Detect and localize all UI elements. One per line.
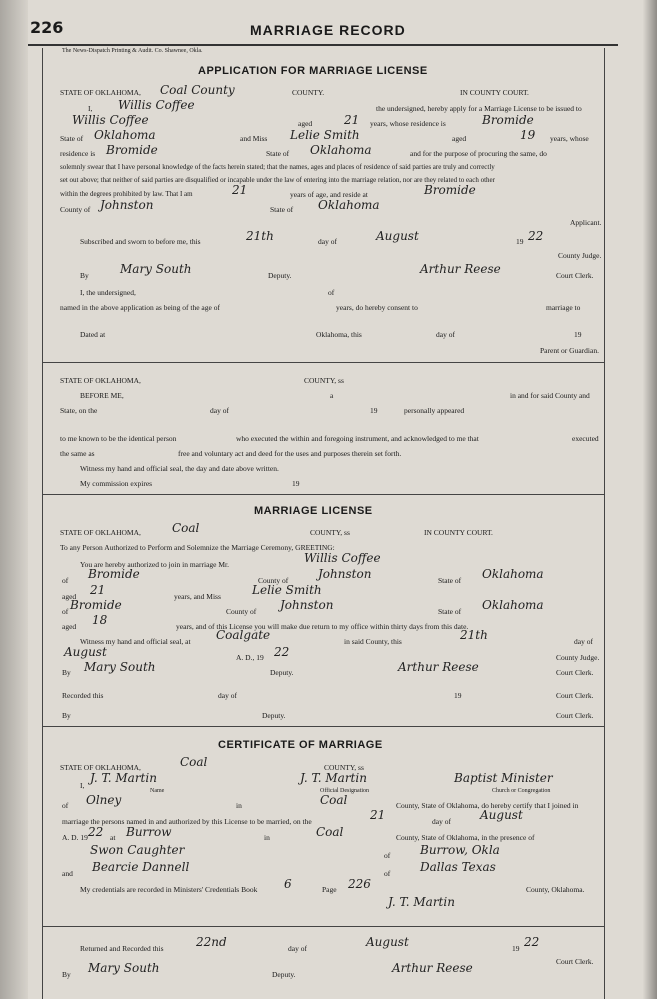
app-county-label: COUNTY. bbox=[292, 88, 325, 97]
cert-of-w2: of bbox=[384, 869, 391, 878]
lic-deputy2: Deputy. bbox=[262, 711, 286, 720]
app-applicant-name: Willis Coffee bbox=[118, 98, 195, 112]
app-deputy-label: Deputy. bbox=[268, 271, 292, 280]
lic-bride-name: Lelie Smith bbox=[252, 583, 322, 597]
app-applicant-county: Johnston bbox=[100, 198, 154, 212]
lic-groom-state: Oklahoma bbox=[482, 567, 544, 581]
ack-state-on: State, on the bbox=[60, 406, 98, 415]
cert-ad: A. D. 19 bbox=[62, 833, 88, 842]
lic-county-judge: County Judge. bbox=[556, 653, 600, 662]
app-purpose-text: and for the purpose of procuring the same, do bbox=[410, 149, 547, 158]
app-applicant-age: 21 bbox=[232, 183, 248, 197]
lic-bride-residence: Bromide bbox=[70, 598, 122, 612]
lic-ad: A. D., 19 bbox=[236, 653, 264, 662]
consent-year: 19 bbox=[574, 330, 582, 339]
printer-imprint: The News-Dispatch Printing & Audit. Co. Shawnee, Okla. bbox=[62, 48, 203, 54]
cert-court-clerk: Court Clerk. bbox=[556, 957, 594, 966]
header-rule bbox=[28, 44, 618, 46]
app-groom-state: Oklahoma bbox=[94, 128, 156, 142]
cert-of-w1: of bbox=[384, 851, 391, 860]
app-reside-text: years of age, and reside at bbox=[290, 190, 368, 199]
ack-county-ss: COUNTY, ss bbox=[304, 376, 344, 385]
right-border bbox=[604, 48, 605, 999]
app-county-of: County of bbox=[60, 205, 91, 214]
cert-return-year: 22 bbox=[524, 935, 540, 949]
lic-aged: aged bbox=[62, 592, 77, 601]
binding-shadow bbox=[0, 0, 28, 999]
ack-executed-text: who executed the within and foregoing instrument, and acknowledged to me that bbox=[236, 434, 479, 443]
cert-place: Burrow bbox=[126, 825, 172, 839]
app-oath-line2: set out above; that neither of said parties are disqualified or incapable under the law of entering into the marriage relation, nor are they related to each other bbox=[60, 176, 495, 184]
lic-authorized-text: You are hereby authorized to join in marriage Mr. bbox=[80, 560, 229, 569]
cert-of-value: Olney bbox=[86, 793, 122, 807]
lic-in-court: IN COUNTY COURT. bbox=[424, 528, 493, 537]
cert-name-label: Name bbox=[150, 788, 165, 794]
left-border bbox=[42, 48, 43, 999]
lic-state-of2: State of bbox=[438, 607, 462, 616]
consent-day-of: day of bbox=[436, 330, 455, 339]
cert-witness1-location: Burrow, Okla bbox=[420, 843, 500, 857]
app-bride-name: Lelie Smith bbox=[290, 128, 360, 142]
app-sworn-day: 21th bbox=[246, 229, 274, 243]
lic-court-clerk2: Court Clerk. bbox=[556, 711, 594, 720]
divider-1 bbox=[42, 362, 604, 363]
lic-place: Coalgate bbox=[216, 628, 271, 642]
cert-book: 6 bbox=[284, 877, 292, 891]
ack-known-text: to me known to be the identical person bbox=[60, 434, 177, 443]
ack-year-b: 19 bbox=[292, 479, 300, 488]
cert-in-label: in bbox=[236, 801, 242, 810]
page-number: 226 bbox=[30, 18, 64, 37]
lic-county-ss: COUNTY, ss bbox=[310, 528, 350, 537]
consent-parent: Parent or Guardian. bbox=[540, 346, 599, 355]
lic-month: August bbox=[64, 645, 107, 659]
app-state-of-label: State of bbox=[60, 134, 84, 143]
app-groom-residence: Bromide bbox=[482, 113, 534, 127]
app-deputy-signature: Mary South bbox=[120, 262, 192, 276]
consent-marriage-to: marriage to bbox=[546, 303, 581, 312]
lic-year19: 19 bbox=[454, 691, 462, 700]
consent-dated-at: Dated at bbox=[80, 330, 106, 339]
cert-of-label: of bbox=[62, 801, 69, 810]
cert-county-value: Coal bbox=[180, 755, 208, 769]
app-state-label2: State of bbox=[266, 149, 290, 158]
cert-officiant-signature: J. T. Martin bbox=[388, 895, 455, 909]
consent-oklahoma-this: Oklahoma, this bbox=[316, 330, 362, 339]
ack-a-label: a bbox=[330, 391, 334, 400]
lic-bride-county: Johnston bbox=[280, 598, 334, 612]
cert-at-label: at bbox=[110, 833, 116, 842]
cert-certify-text: County, State of Oklahoma, do hereby certify that I joined in bbox=[396, 801, 579, 810]
cert-designation-label: Official Designation bbox=[320, 788, 370, 794]
lic-groom-residence: Bromide bbox=[88, 567, 140, 581]
lic-of2: of bbox=[62, 607, 69, 616]
cert-county-ss: COUNTY, ss bbox=[324, 763, 364, 772]
ack-executed: executed bbox=[572, 434, 599, 443]
lic-return-text: years, and of this License you will make due return to my office within thirty days from this date. bbox=[176, 622, 469, 631]
lic-day-of2: day of bbox=[218, 691, 237, 700]
lic-county-clerk: Court Clerk. bbox=[556, 691, 594, 700]
app-by-label: By bbox=[80, 271, 89, 280]
lic-bride-state: Oklahoma bbox=[482, 598, 544, 612]
cert-month: August bbox=[480, 808, 523, 822]
cert-officiant: J. T. Martin bbox=[90, 771, 157, 785]
lic-court-clerk: Court Clerk. bbox=[556, 668, 594, 677]
cert-marriage-text: marriage the persons named in and authorized by this License to be married, on the bbox=[62, 817, 312, 826]
lic-deputy-signature: Mary South bbox=[84, 660, 156, 674]
app-oath-line3: within the degrees prohibited by law. That I am bbox=[60, 190, 193, 198]
consent-years-text: years, do hereby consent to bbox=[336, 303, 418, 312]
app-in-court: IN COUNTY COURT. bbox=[460, 88, 529, 97]
app-county-judge: County Judge. bbox=[558, 251, 602, 260]
lic-witness-text: Witness my hand and official seal, at bbox=[80, 637, 191, 646]
cert-in-county: Coal bbox=[320, 793, 348, 807]
cert-page: 226 bbox=[348, 877, 371, 891]
cert-return-year-prefix: 19 bbox=[512, 944, 520, 953]
app-aged-label: aged bbox=[298, 119, 313, 128]
app-applicant-residence: Bromide bbox=[424, 183, 476, 197]
certificate-title: CERTIFICATE OF MARRIAGE bbox=[218, 739, 383, 751]
cert-returned-text: Returned and Recorded this bbox=[80, 944, 164, 953]
consent-of-label: of bbox=[328, 288, 335, 297]
cert-page-label: Page bbox=[322, 885, 337, 894]
app-years-residence: years, whose residence is bbox=[370, 119, 446, 128]
ack-witness: Witness my hand and official seal, the day and date above written. bbox=[80, 464, 279, 473]
lic-day-of: day of bbox=[574, 637, 593, 646]
ack-in-and-for: in and for said County and bbox=[510, 391, 590, 400]
cert-witness2: Bearcie Dannell bbox=[92, 860, 190, 874]
cert-and-label: and bbox=[62, 869, 73, 878]
cert-year: 22 bbox=[88, 825, 104, 839]
cert-in2: in bbox=[264, 833, 270, 842]
page-edge-shadow bbox=[643, 0, 657, 999]
application-title: APPLICATION FOR MARRIAGE LICENSE bbox=[198, 65, 428, 77]
app-groom-name: Willis Coffee bbox=[72, 113, 149, 127]
app-county-value: Coal County bbox=[160, 83, 235, 97]
record-title: MARRIAGE RECORD bbox=[250, 22, 406, 38]
ack-commission: My commission expires bbox=[80, 479, 153, 488]
app-years-whose: years, whose bbox=[550, 134, 589, 143]
app-residence-label: residence is bbox=[60, 149, 96, 158]
cert-return-month: August bbox=[366, 935, 409, 949]
app-sworn-year: 22 bbox=[528, 229, 544, 243]
cert-clerk-signature: Arthur Reese bbox=[392, 961, 473, 975]
lic-bride-age: 18 bbox=[92, 613, 108, 627]
cert-county2: Coal bbox=[316, 825, 344, 839]
cert-day: 21 bbox=[370, 808, 386, 822]
lic-groom-age: 21 bbox=[90, 583, 106, 597]
cert-deputy: Deputy. bbox=[272, 970, 296, 979]
app-aged2-label: aged bbox=[452, 134, 467, 143]
cert-return-day: 22nd bbox=[196, 935, 227, 949]
lic-year: 22 bbox=[274, 645, 290, 659]
ack-state-label: STATE OF OKLAHOMA, bbox=[60, 376, 141, 385]
app-bride-state: Oklahoma bbox=[310, 143, 372, 157]
divider-3 bbox=[42, 726, 604, 727]
app-undersigned-text: the undersigned, hereby apply for a Marriage License to be issued to bbox=[376, 104, 582, 113]
ack-year: 19 bbox=[370, 406, 378, 415]
divider-2 bbox=[42, 494, 604, 495]
lic-deputy: Deputy. bbox=[270, 668, 294, 677]
cert-church: Baptist Minister bbox=[454, 771, 553, 785]
lic-to-any: To any Person Authorized to Perform and Solemnize the Marriage Ceremony, GREETING: bbox=[60, 543, 335, 552]
lic-county-of: County of bbox=[258, 576, 289, 585]
lic-state-of: State of bbox=[438, 576, 462, 585]
lic-day: 21th bbox=[460, 628, 488, 642]
divider-4 bbox=[42, 926, 604, 927]
app-state-of2: State of bbox=[270, 205, 294, 214]
cert-witness2-location: Dallas Texas bbox=[420, 860, 496, 874]
cert-by: By bbox=[62, 970, 71, 979]
app-state-label: STATE OF OKLAHOMA, bbox=[60, 88, 141, 97]
lic-by: By bbox=[62, 668, 71, 677]
cert-witness1: Swon Caughter bbox=[90, 843, 185, 857]
cert-state-label: STATE OF OKLAHOMA, bbox=[60, 763, 141, 772]
cert-i-label: I, bbox=[80, 781, 85, 790]
app-court-clerk: Court Clerk. bbox=[556, 271, 594, 280]
consent-undersigned: I, the undersigned, bbox=[80, 288, 136, 297]
cert-credentials-text: My credentials are recorded in Ministers' Credentials Book bbox=[80, 885, 258, 894]
app-clerk-signature: Arthur Reese bbox=[420, 262, 501, 276]
app-subscribed-text: Subscribed and sworn to before me, this bbox=[80, 237, 201, 246]
ack-day-of: day of bbox=[210, 406, 229, 415]
lic-state-label: STATE OF OKLAHOMA, bbox=[60, 528, 141, 537]
app-and-miss: and Miss bbox=[240, 134, 268, 143]
lic-clerk-signature: Arthur Reese bbox=[398, 660, 479, 674]
app-bride-age: 19 bbox=[520, 128, 536, 142]
cert-county-ok: County, Oklahoma. bbox=[526, 885, 585, 894]
app-applicant-state: Oklahoma bbox=[318, 198, 380, 212]
app-i-label: I, bbox=[88, 104, 93, 113]
cert-presence-text: County, State of Oklahoma, in the presence of bbox=[396, 833, 535, 842]
cert-day-of2: day of bbox=[288, 944, 307, 953]
cert-day-of: day of bbox=[432, 817, 451, 826]
cert-church-label: Church or Congregation bbox=[492, 788, 551, 794]
app-oath-line1: solemnly swear that I have personal knowledge of the facts herein stated; that the names, ages and places of residence of said parties are truly and correctly bbox=[60, 163, 495, 171]
lic-groom-county: Johnston bbox=[318, 567, 372, 581]
lic-by2: By bbox=[62, 711, 71, 720]
cert-deputy-signature: Mary South bbox=[88, 961, 160, 975]
lic-years-miss: years, and Miss bbox=[174, 592, 221, 601]
consent-named-text: named in the above application as being of the age of bbox=[60, 303, 220, 312]
lic-county-value: Coal bbox=[172, 521, 200, 535]
app-groom-age: 21 bbox=[344, 113, 360, 127]
license-title: MARRIAGE LICENSE bbox=[254, 505, 373, 517]
app-sworn-month: August bbox=[376, 229, 419, 243]
lic-recorded: Recorded this bbox=[62, 691, 104, 700]
app-applicant-label: Applicant. bbox=[570, 218, 602, 227]
lic-in-county: in said County, this bbox=[344, 637, 402, 646]
ack-same-as: the same as bbox=[60, 449, 95, 458]
ack-free-act: free and voluntary act and deed for the uses and purposes therein set forth. bbox=[178, 449, 402, 458]
app-year-prefix: 19 bbox=[516, 237, 524, 246]
lic-of-label: of bbox=[62, 576, 69, 585]
cert-officiant2: J. T. Martin bbox=[300, 771, 367, 785]
ack-personally: personally appeared bbox=[404, 406, 465, 415]
app-day-of: day of bbox=[318, 237, 337, 246]
lic-county-of2: County of bbox=[226, 607, 257, 616]
app-bride-residence: Bromide bbox=[106, 143, 158, 157]
lic-groom-name: Willis Coffee bbox=[304, 551, 381, 565]
lic-aged2: aged bbox=[62, 622, 77, 631]
ack-before-me: BEFORE ME, bbox=[80, 391, 124, 400]
